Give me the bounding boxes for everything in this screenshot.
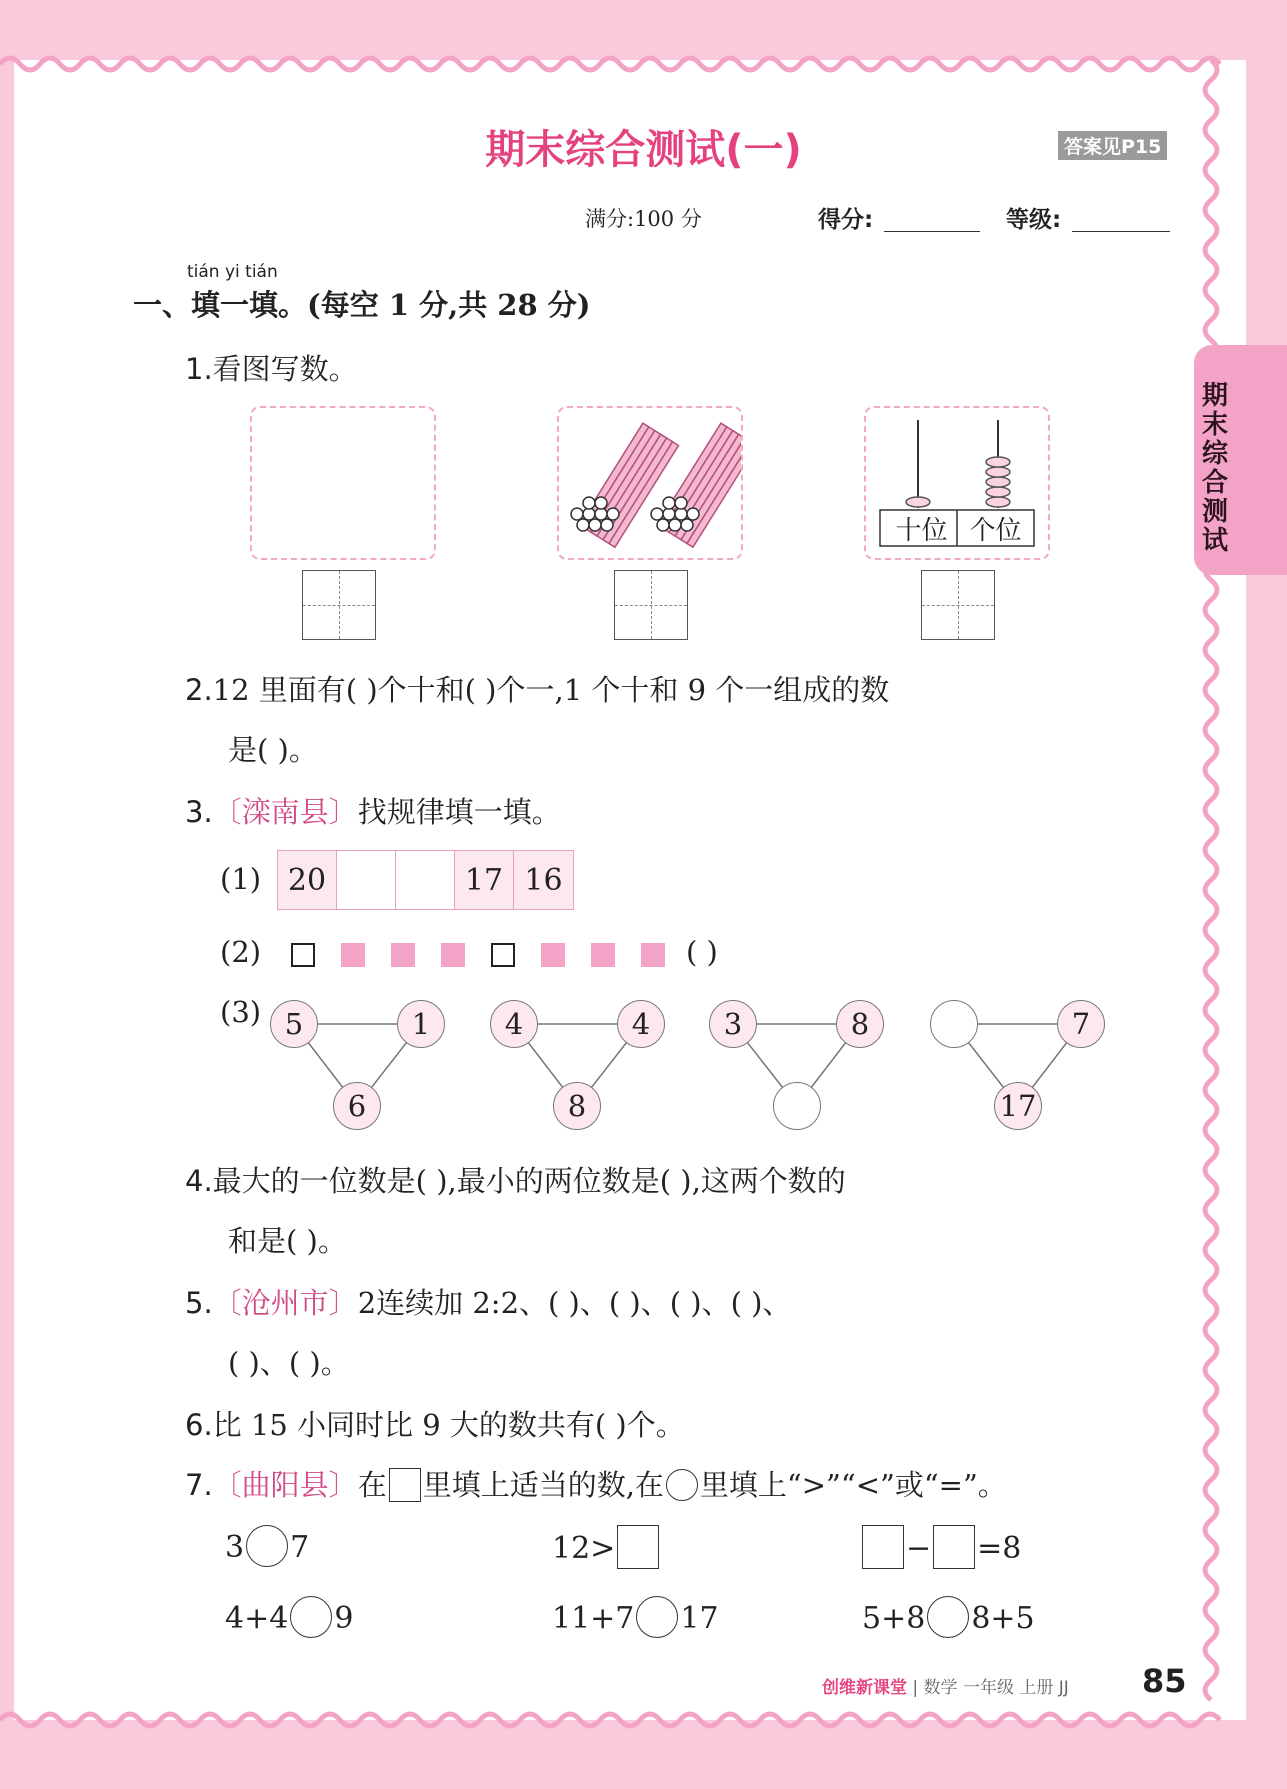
side-tab-label: 期末综合测试: [1201, 381, 1228, 556]
sequence-cell: 17: [455, 851, 514, 909]
operand-left: 11+7: [552, 1601, 635, 1636]
question-text: 比 15 小同时比 9 大的数共有( )个。: [212, 1408, 685, 1442]
answer-reference-badge: 答案见P15: [1058, 131, 1167, 160]
operand-right: 9: [334, 1601, 354, 1636]
answer-circle[interactable]: [927, 1596, 969, 1638]
question-5: [185, 1281, 791, 1322]
triangle-node-blank[interactable]: [773, 1082, 821, 1130]
region-tag: 〔滦南县〕: [212, 795, 358, 829]
ones-label: 个位: [969, 516, 1022, 546]
answer-circle[interactable]: [636, 1596, 678, 1638]
minus-sign: −: [906, 1531, 932, 1566]
question-text: 看图写数。: [212, 352, 358, 386]
footer-subject: 数学 一年级 上册 JJ: [923, 1678, 1069, 1698]
compare-item-3: [860, 1528, 1021, 1572]
question-text: 找规律填一填。: [357, 795, 561, 829]
question-6: [185, 1403, 685, 1444]
compare-item-5: [552, 1599, 719, 1641]
operand-right: 17: [680, 1601, 719, 1636]
question-number: 4.: [185, 1164, 213, 1198]
triangle-node: 3: [709, 1000, 757, 1048]
page-title: 期末综合测试(一): [485, 127, 802, 173]
triangle-node: 8: [836, 1000, 884, 1048]
question-text-part1: 在: [357, 1468, 387, 1502]
question-4-line2: 和是( )。: [228, 1224, 347, 1258]
section-heading: 一、填一填。(每空 1 分,共 28 分): [133, 288, 591, 322]
compare-item-6: [862, 1599, 1035, 1641]
question-number: 6.: [185, 1408, 213, 1442]
compare-item-4: [225, 1599, 353, 1641]
full-score-label: 满分:100 分: [585, 207, 702, 231]
triangle-node: 1: [397, 1000, 445, 1048]
operand-right: 8+5: [971, 1601, 1035, 1636]
question-5-line2: ( )、( )。: [228, 1346, 350, 1380]
triangle-node: 5: [270, 1000, 318, 1048]
question-number: 7.: [185, 1468, 213, 1502]
grade-label: 等级:: [1006, 207, 1062, 233]
question-number: 5.: [185, 1286, 213, 1320]
wavy-border-bottom: [0, 1700, 1287, 1740]
question-number: 2.: [185, 673, 213, 707]
circle-symbol-icon: [666, 1469, 698, 1501]
triangle-node-blank[interactable]: [930, 1000, 978, 1048]
sequence-cell: 16: [514, 851, 573, 909]
question-text-line1: 最大的一位数是( ),最小的两位数是( ),这两个数的: [212, 1164, 846, 1198]
part-2-label: (2): [220, 935, 262, 969]
question-7: [185, 1463, 1007, 1504]
question-2-line2: 是( )。: [228, 733, 318, 767]
answer-circle[interactable]: [290, 1596, 332, 1638]
question-number: 1.: [185, 352, 213, 386]
compare-item-1: [225, 1528, 309, 1570]
triangle-node: 4: [617, 1000, 665, 1048]
operand-left: 3: [225, 1530, 245, 1565]
part-1-label: (1): [220, 862, 262, 896]
footer-info: 创维新课堂 | 数学 一年级 上册 JJ: [822, 1678, 1069, 1698]
equals-result: =8: [977, 1531, 1022, 1566]
region-tag: 〔曲阳县〕: [212, 1468, 358, 1502]
sequence-cell: 20: [278, 851, 337, 909]
triangle-node: 8: [553, 1082, 601, 1130]
tens-label: 十位: [895, 516, 948, 546]
section-pinyin: tián yi tián: [187, 262, 278, 282]
answer-circle[interactable]: [246, 1525, 288, 1567]
question-text-part2: 里填上适当的数,在: [422, 1468, 664, 1502]
answer-box[interactable]: [617, 1525, 659, 1569]
answer-box[interactable]: [933, 1525, 975, 1569]
operand-right: 7: [290, 1530, 310, 1565]
triangle-node: 6: [333, 1082, 381, 1130]
question-text-part3: 里填上“>”“<”或“=”。: [699, 1468, 1007, 1502]
footer-brand: 创维新课堂: [822, 1678, 907, 1698]
region-tag: 〔沧州市〕: [212, 1286, 358, 1320]
question-number: 3.: [185, 795, 213, 829]
operand-left: 12>: [552, 1531, 616, 1566]
page-number: 85: [1142, 1662, 1187, 1700]
question-4: [185, 1159, 846, 1200]
operand-left: 4+4: [225, 1601, 289, 1636]
score-label: 得分:: [818, 207, 874, 233]
operand-left: 5+8: [862, 1601, 926, 1636]
triangle-node: 4: [490, 1000, 538, 1048]
square-symbol-icon: [389, 1468, 421, 1502]
pattern-answer-blank[interactable]: ( ): [686, 935, 718, 969]
answer-box[interactable]: [862, 1525, 904, 1569]
compare-item-2: [552, 1528, 661, 1572]
part-3-label: (3): [220, 995, 262, 1029]
triangle-node: 17: [994, 1082, 1042, 1130]
triangle-node: 7: [1057, 1000, 1105, 1048]
question-text-line1: 12 里面有( )个十和( )个一,1 个十和 9 个一组成的数: [212, 673, 890, 707]
question-text-line1: 2连续加 2:2、( )、( )、( )、( )、: [357, 1286, 792, 1320]
